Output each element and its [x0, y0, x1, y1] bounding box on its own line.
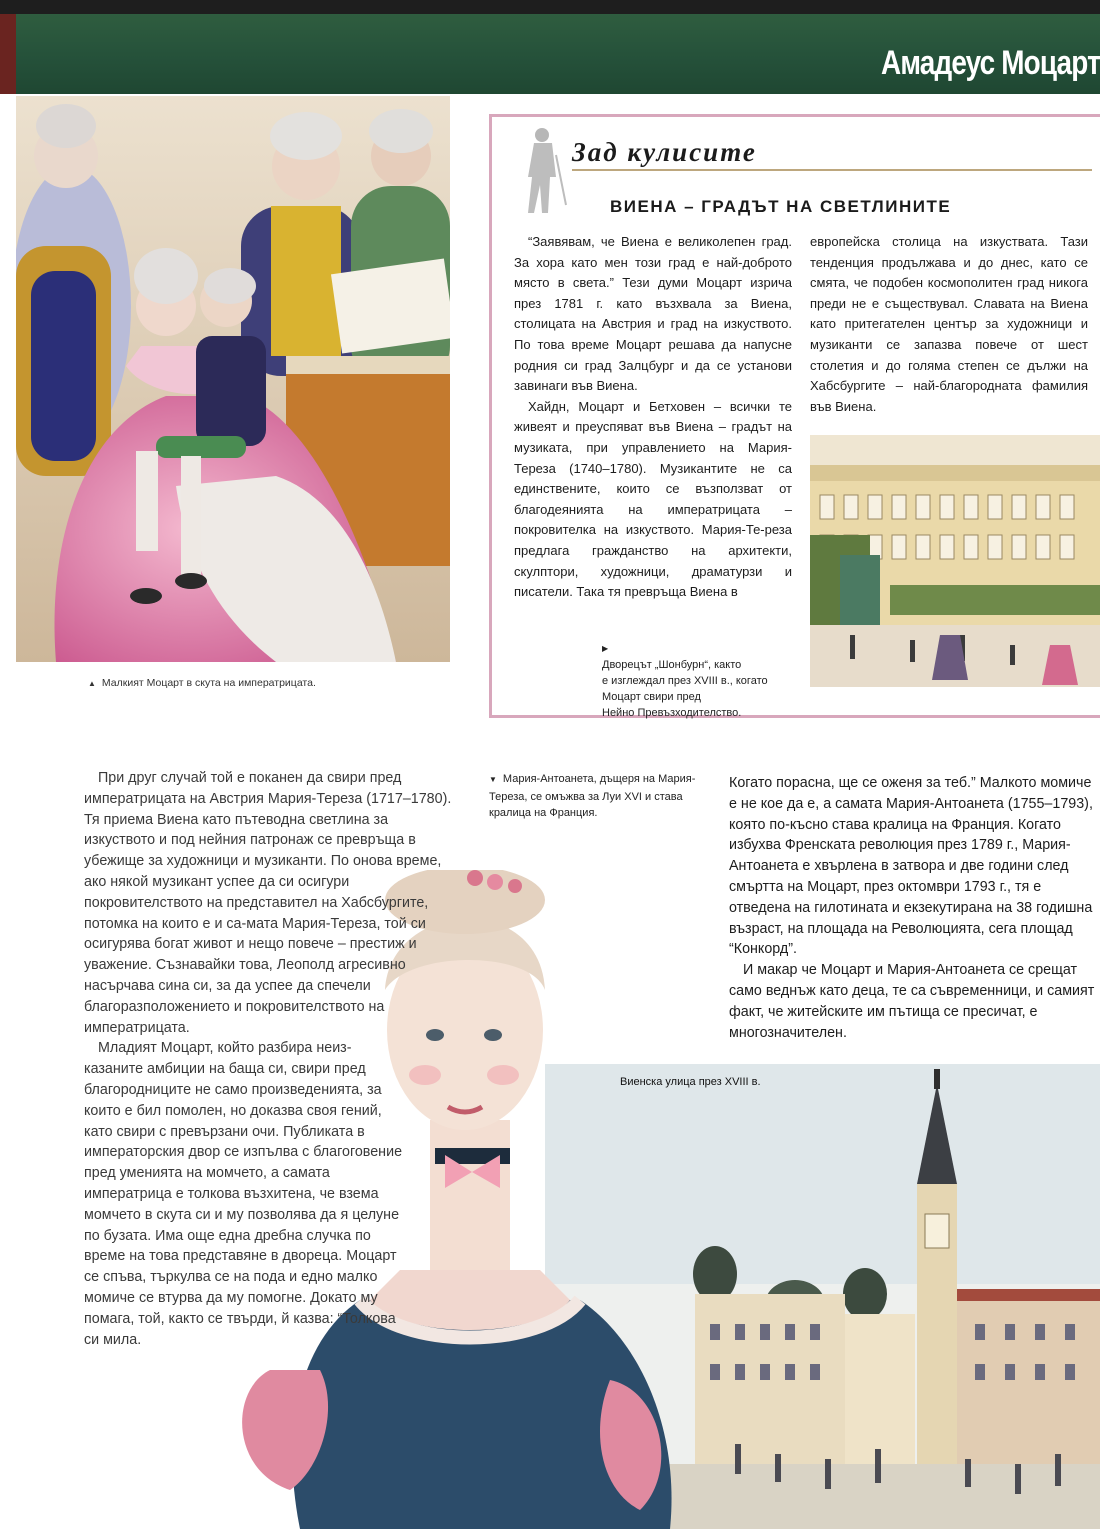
body-paragraph: Младият Моцарт, който разбира неиз-казаните амбиции на баща си, свири пред благородниците не само произведенията, за които е бил помолен, но доказва своя гений, като свири с превързани очи. Публиката в императорския двор се изпълва с благоговение пред уменията на момчето, а самата императрица е толкова възхитена, че взема момчето в скута си и му позволява да я целуне по бузата. Има още една дребна случка по време на това представяне в двореца. Моцарт се спъва, търкулва се на пода и едно малко момиче се втурва да му помогне. Докато му помага, той, както се твърди, й казва: “Толкова си мила. [84, 1040, 403, 1348]
walking-gentleman-silhouette-icon [512, 125, 572, 225]
body-paragraph: И макар че Моцарт и Мария-Антоанета се срещат само веднъж като деца, те са съвременници, и самият факт, че житейските им пътища се пресичат, е многозначителен. [729, 962, 1095, 1041]
sidebar-paragraph: Хайдн, Моцарт и Бетховен – всички те живеят и преуспяват във Виена – градът на музиката, при управлението на Мария-Тереза (1740–1780). Музикантите не са единствените, които се възползват от благодеянията на императрицата – покровителка на изкуството. Мария-Те-реза предлага гражданство на архитекти, скулптори, художници, драматурзи и писатели. Така тя превръща Виена в [514, 398, 792, 600]
sidebar-paragraph: “Заявявам, че Виена е великолепен град. За хора като мен този град е най-доброто място в света.” Тези думи Моцарт изрича през 1781 г. като възхвала за Виена, столицата на Австрия и град на изкуството. По това време Моцарт решава да напусне родния си град Залцбург и да се установи завинаги във Виена. [514, 234, 792, 394]
mozart-picture-caption [88, 677, 316, 689]
triangle-marker-icon: ▶ [602, 644, 609, 653]
vienna-street-caption: Виенска улица през XVIII в. [620, 1076, 761, 1088]
sidebar-subtitle: ВИЕНА – ГРАДЪТ НА СВЕТЛИНИТЕ [610, 197, 952, 216]
mozart-picture-caption-text: Малкият Моцарт в скута на императрицата. [101, 677, 316, 689]
main-text-right-column [729, 773, 1100, 1043]
sidebar-heading: Зад кулисите [572, 137, 757, 167]
behind-the-scenes-sidebar [489, 114, 1100, 718]
schonbrunn-caption-line: Моцарт свири пред [602, 691, 701, 703]
body-paragraph: Когато порасна, ще се оженя за теб.” Малкото момиче е не кое да е, а самата Мария-Антоанета (1755–1793), която по-късно става кралица на Франция. Когато избухва Френската революция през 1789 г., Мария-Антоанета е хвърлена в затвора и две години след смъртта на Моцарт, през октомври 1793 г., тя е отведена на гилотината и екзекутирана на 38 годишна възраст, на площада на Революцията, сега площад “Конкорд”. [729, 775, 1093, 958]
schonbrunn-caption-line: ▶ Дворецът „Шонбурн“, както [602, 641, 802, 673]
marie-antoinette-caption: ▼ Мария-Антоанета, дъщеря на Мария-Тереза, се омъжва за Луи XVI и става кралица на Франция. [489, 773, 696, 819]
top-edge-strip [0, 0, 1100, 14]
schonbrunn-caption-line: е изглеждал през XVIII в., когато [602, 675, 768, 687]
sidebar-column-left [514, 232, 792, 603]
schonbrunn-caption-line: Нейно Превъзходителство. [602, 707, 742, 719]
main-text-left-column [84, 768, 454, 1350]
triangle-marker-icon: ▲ [88, 679, 96, 688]
mozart-empress-illustration [16, 96, 450, 662]
sidebar-paragraph: европейска столица на изкуствата. Тази тенденция продължава и до днес, като се смята, че подобен космополитен град никога преди не е съществувал. Славата на Виена като притегателен център за художници и музиканти се запазва повече от шест столетия и до голяма степен се дължи на Хабсбургите – най-благородната фамилия във Виена. [810, 234, 1088, 414]
triangle-marker-icon: ▼ [489, 775, 497, 784]
header-band [0, 14, 1100, 94]
body-paragraph: При друг случай той е поканен да свири пред императрицата на Австрия Мария-Тереза (1717–1780). Тя приема Виена като пътеводна светлина за изкуството и под нейния патронаж се превръща в убежище за художници и музиканти. По онова време, ако някой музикант успее да си осигури покровителството на представител на Хабсбургите, потомка на които е и са-мата Мария-Тереза, той си осигурява богат живот и нещо повече – престиж и уважение. Съзнавайки това, Леополд агресивно насърчава сина си, за да успее да спечели благоразположението и покровителството на императрицата. [84, 770, 452, 1036]
header-left-edge [0, 14, 16, 94]
schonbrunn-palace-illustration [810, 435, 1100, 687]
sidebar-heading-rule [572, 169, 1092, 171]
sidebar-column-right [810, 232, 1088, 417]
schonbrunn-caption [602, 641, 802, 721]
page-title: Амадеус Моцарт [881, 44, 1100, 82]
